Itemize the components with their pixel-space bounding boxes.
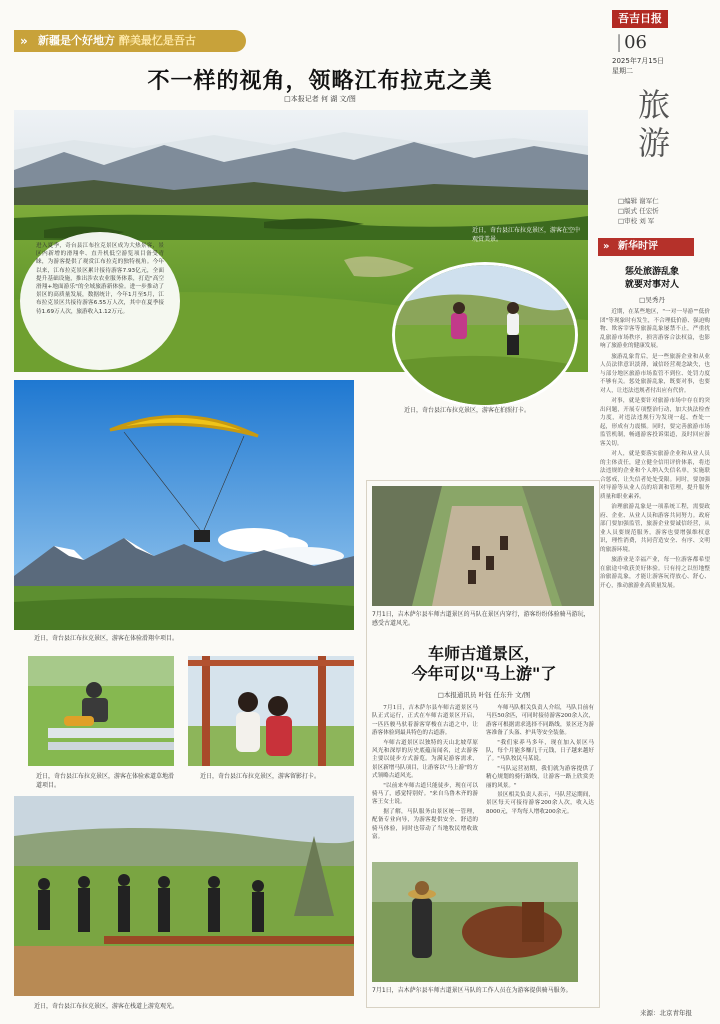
horse-col-1	[372, 704, 478, 856]
main-headline: 不一样的视角，领略江布拉克之美	[147, 68, 493, 94]
intro-text: 进入夏季，奇台县江布拉克景区成为大热景客，景区内新增的滑翔伞、直升机低空游览项目备受青睐，为游客提供了观赏江布拉克的独特视角。今年以来，江布拉克景区累计接待游客7.93亿元，全面提升基础设施，推出涉农农业服务体系，打造"高空滑翔+地面游乐"的全域旅游新体验。进一步推动了景区的高质量发展，数据统计，今年1月至5月，江布拉克景区共接待游客6.55万人次，其中在夏季接待1.69万人次，旅游收入1.12万元。	[20, 232, 180, 370]
paragraph: 对人，就是要落实旅游企业和从业人员的主体责任，建立健全信用评价体系，将违法违规的企业和个人纳入失信名单，实施联合惩戒，让失信者处处受限。同时，要加强对导游等从业人员的培训和管理，提升服务质量和职业素养。	[600, 451, 710, 500]
title-line: 就要对事对人	[624, 280, 679, 290]
editor-line: □审校 刘 军	[618, 217, 655, 225]
dateline	[612, 56, 664, 76]
horse-col-2	[486, 704, 594, 856]
banner-text: 新疆是个好地方	[38, 34, 115, 47]
horse-caravan-photo	[372, 486, 594, 606]
group-caption: 近日，奇台县江布拉克景区，游客在栈道上游览观光。	[34, 1003, 179, 1010]
couple-photo	[188, 656, 354, 766]
editor-line: □编辑 谢军仁	[618, 197, 659, 205]
editor-line: □版式 任宏忻	[618, 207, 659, 215]
chevron-right-icon: »	[603, 241, 610, 252]
paragraph: "马队运营初期，我们就为游客提供了精心规划的骑行路线，让游客一路上欣赏美丽的风景。"	[486, 765, 594, 789]
section-title: 旅游	[633, 88, 671, 164]
commentary-tag	[598, 238, 694, 256]
jump-photo	[392, 262, 578, 408]
slide-caption: 近日，奇台县江布拉克景区，游客在体验索道草地滑道项目。	[36, 773, 175, 789]
horse-top-caption: 7月1日，吉木萨尔县车师古道景区的马队在景区内穿行，游客纷纷体验骑马游玩，感受古道风光。	[372, 611, 590, 627]
horse-bottom-caption: 7月1日，吉木萨尔县车师古道景区马队的工作人员在为游客提供骑马服务。	[372, 987, 572, 994]
commentary-tag-label: 新华时评	[618, 241, 658, 252]
date: 2025年7月15日	[612, 57, 665, 65]
editors	[618, 196, 659, 226]
jump-caption: 近日，奇台县江布拉克景区，游客在拍照打卡。	[404, 407, 531, 414]
title-line: 惩处旅游乱象	[624, 267, 679, 277]
horse-headline	[372, 644, 596, 684]
horse-rider-photo	[372, 862, 578, 982]
horse-byline: □本报通讯员 叶钰 任东升 文/图	[437, 691, 531, 699]
main-byline: □本报记者 何 湖 文/图	[284, 95, 356, 103]
commentary-title	[600, 266, 704, 292]
paragraph: "我们家养马多年，现在加入景区马队，每个月能多赚几千元钱，日子越来越好了。"马队牧民马某说。	[486, 739, 594, 763]
chevron-right-icon: »	[20, 34, 28, 48]
paraglide-photo	[14, 380, 354, 630]
paragraph: 景区相关负责人表示，马队营运期间，景区每天可接待游客200余人次，收入达8000元，平均每人增收200余元。	[486, 792, 594, 815]
paragraph: 旅游乱象背后，是一些旅游企业和从业人员法律意识淡薄，诚信经营观念缺失，也与部分地区旅游市场监管不到位、处罚力度不够有关。惩处旅游乱象，既要对事，也要对人，让违法违规者付出应有代价。	[600, 353, 710, 394]
paraglide-caption: 近日，奇台县江布拉克景区，游客在体验滑翔伞项目。	[34, 635, 179, 642]
paragraph: "以前来车师古道只能徒步，现在可以骑马了，感觉特别好。"来自乌鲁木齐的游客王女士说。	[372, 782, 478, 806]
hero-caption: 近日，奇台县江布拉克景区，游客在空中观赏美景。	[472, 227, 581, 243]
paragraph: 7月1日，吉木萨尔县车师古道景区马队正式运行，正式在车师古道景区开启，一匹匹骏马驮着游客穿梭在古道之中，让游客体验到最具特色的古道游。	[372, 705, 478, 737]
commentary-body	[600, 308, 710, 1008]
page-number: | 06	[616, 32, 647, 53]
paragraph: 车师马队相关负责人介绍，马队目前有马匹50余匹，可同时接待游客200余人次，游客可根据需求选择不同路线，景区还为游客准备了头盔、护具等安全装备。	[486, 705, 594, 737]
banner-accent: 醉美最忆是吾古	[118, 34, 196, 47]
paragraph: 车师古道景区以独特的天山北坡草原风光和深厚的历史底蕴而闻名，过去游客主要以徒步方式游览。为满足游客需求，景区新增马队项目，让游客以"马上游"的方式领略古道风光。	[372, 739, 478, 780]
headline-line: 车师古道景区，	[427, 644, 540, 663]
paragraph: 治理旅游乱象是一项系统工程，需要政府、企业、从业人员和游客共同努力。政府部门要加强监管，旅游企业要诚信经营，从业人员要规范服务，游客也要增强维权意识，理性消费，共同营造安全、有序、文明的旅游环境。	[600, 504, 710, 553]
commentary-author: □吴秀丹	[639, 296, 665, 304]
paragraph: 旅游业是幸福产业，每一位游客都希望在旅途中收获美好体验。只有持之以恒地整治旅游乱象，才能让游客玩得放心、舒心、开心，推动旅游业高质量发展。	[600, 557, 710, 589]
paragraph: 据了解，马队服务由景区统一管理，配备专业向导，为游客提供安全、舒适的骑马体验，同时也带动了当地牧民增收致富。	[372, 808, 478, 841]
masthead-logo: 吾吉日报	[612, 10, 668, 28]
couple-caption: 近日，奇台县江布拉克景区，游客留影打卡。	[200, 773, 321, 780]
paragraph: 近期，在某些地区，"一对一导游""低价团"等现象时有发生，不合理低价游、强迫购物、欺客宰客等旅游乱象屡禁不止，严重扰乱旅游市场秩序，损害游客合法权益，也影响了旅游业的健康发展。	[600, 309, 710, 349]
weekday: 星期二	[612, 67, 633, 75]
paragraph: 对事，就是要针对旅游市场中存在的突出问题，开展专项整治行动，加大执法检查力度，对违法违规行为发现一起、查处一起，形成有力震慑。同时，要完善旅游市场监管机制，畅通游客投诉渠道，及时回应游客关切。	[600, 398, 710, 447]
group-photo	[14, 796, 354, 996]
headline-line: 今年可以"马上游"了	[411, 664, 557, 683]
slide-photo	[28, 656, 174, 766]
source-credit: 来源：北京青年报	[640, 1009, 692, 1017]
section-banner	[14, 30, 246, 52]
